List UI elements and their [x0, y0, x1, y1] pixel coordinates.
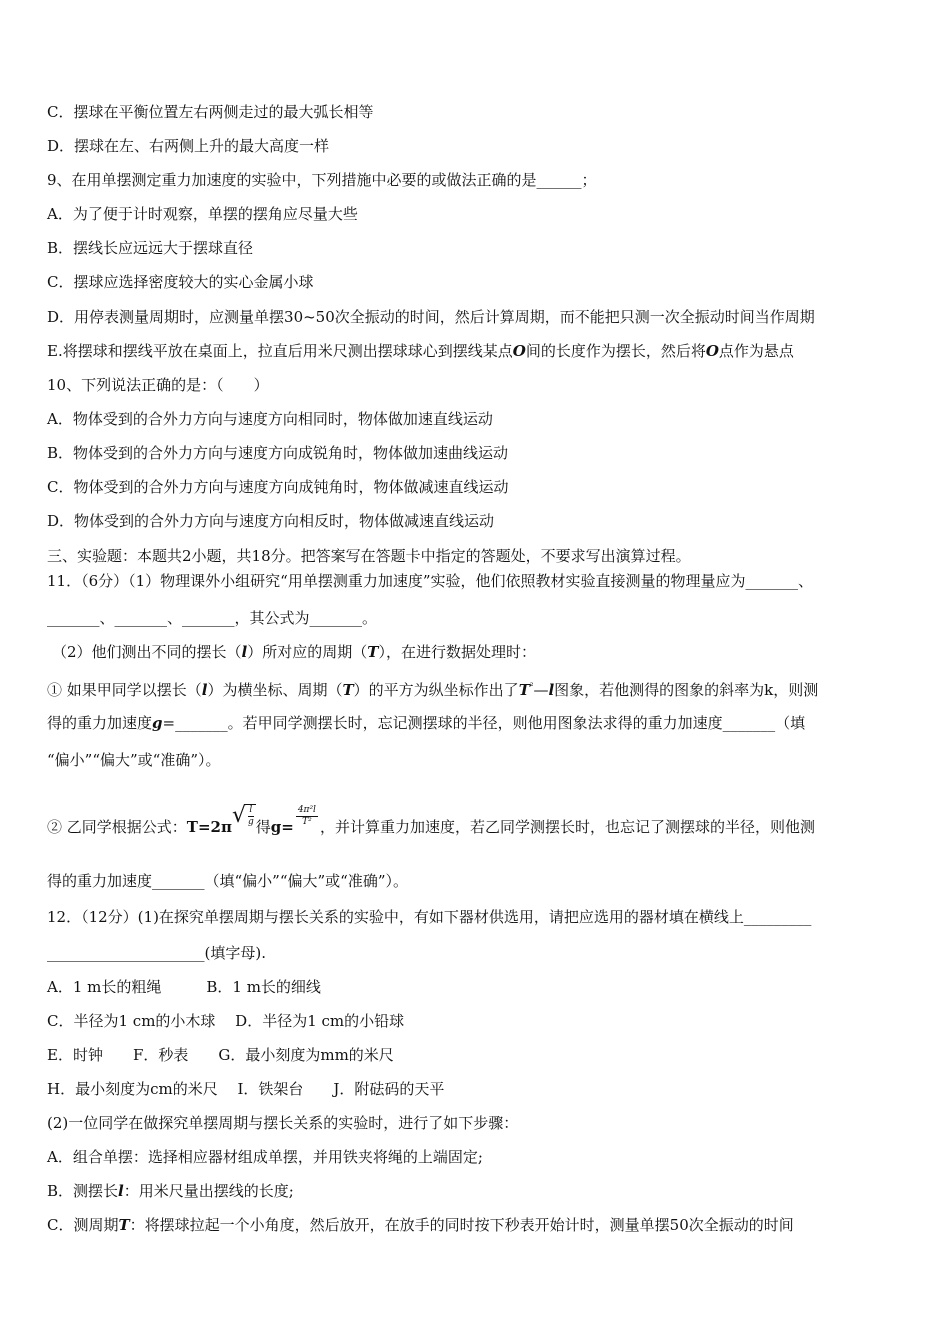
item1-text-1: ① 如果甲同学以摆长（ [47, 681, 202, 699]
part2-text-2: ）所对应的周期（ [247, 643, 368, 661]
equipment-a-b: A．1 m长的粗绳 B．1 m长的细线 [47, 978, 321, 996]
var-t: T [518, 681, 530, 699]
step-b-text-2: ：用米尺量出摆线的长度; [123, 1182, 294, 1200]
question-11-item2-cont: 得的重力加速度_______（填“偏小”“偏大”或“准确”）。 [47, 872, 409, 890]
question-11-part2 [52, 642, 536, 662]
option-e-q9 [47, 341, 794, 361]
option-b-q10: B．物体受到的合外力方向与速度方向成锐角时，物体做加速曲线运动 [47, 444, 509, 462]
frac-denominator: T² [302, 816, 312, 827]
option-e-text-1: E.将摆球和摆线平放在桌面上，拉直后用米尺测出摆球球心到摆线某点 [47, 342, 513, 360]
question-11: 11．（6分）（1）物理课外小组研究“用单摆测重力加速度”实验，他们依照教材实验直接测量的物理量应为_______、 [47, 572, 814, 590]
var-l: l [548, 681, 555, 699]
equipment-e-g: E．时钟 F．秒表 G．最小刻度为mm的米尺 [47, 1046, 394, 1064]
step-a: A．组合单摆：选择相应器材组成单摆，并用铁夹将绳的上端固定; [47, 1148, 483, 1166]
exponent: ² [529, 682, 534, 692]
var-l: l [241, 643, 248, 661]
question-9: 9、在用单摆测定重力加速度的实验中，下列措施中必要的或做法正确的是______； [47, 171, 597, 189]
question-11-cont: _______、_______、_______，其公式为_______。 [47, 609, 378, 627]
item1-text-5: 得的重力加速度 [47, 714, 153, 732]
question-11-item1 [47, 677, 818, 700]
step-b [47, 1181, 294, 1201]
step-c [47, 1215, 794, 1235]
equipment-c-d: C．半径为1 cm的小木球 D．半径为1 cm的小铅球 [47, 1012, 405, 1030]
option-c-q9: C．摆球应选择密度较大的实心金属小球 [47, 273, 314, 291]
option-e-text-3: 点作为悬点 [718, 342, 794, 360]
sqrt-denominator: g [247, 817, 254, 827]
var-l: l [118, 1182, 124, 1200]
step-c-text-2: ：将摆球拉起一个小角度，然后放开，在放手的同时按下秒表开始计时，测量单摆50次全振动的时间 [129, 1216, 794, 1234]
item1-text-6: =_______。若甲同学测摆长时，忘记测摆球的半径，则他用图象法求得的重力加速度_______（填 [162, 714, 806, 732]
item2-text-1: ② 乙同学根据公式： [47, 818, 187, 836]
option-c-q8: C．摆球在平衡位置左右两侧走过的最大弧长相等 [47, 103, 374, 121]
question-11-item1-end: “偏小”“偏大”或“准确”）。 [47, 751, 221, 769]
var-t: T [118, 1216, 130, 1234]
item2-text-2: 得 [255, 818, 271, 836]
question-11-item1-cont [47, 713, 805, 733]
sqrt-formula: √ $\frac{l}{g}$ [231, 803, 254, 828]
formula-g: g= [270, 818, 294, 836]
question-12-cont: _____________________(填字母). [47, 944, 266, 962]
option-a-q10: A．物体受到的合外力方向与速度方向相同时，物体做加速直线运动 [47, 410, 493, 428]
section-heading-experiment: 三、实验题：本题共2小题，共18分。把答案写在答题卡中指定的答题处，不要求写出演算过程。 [47, 547, 691, 565]
option-b-q9: B．摆线长应远远大于摆球直径 [47, 239, 254, 257]
formula-t: T=2π [186, 818, 232, 836]
dash: — [533, 681, 549, 699]
sqrt-numerator: l [249, 805, 253, 815]
option-e-text-2: 间的长度作为摆长，然后将 [525, 342, 706, 360]
question-10: 10、下列说法正确的是：（ ） [47, 376, 269, 394]
var-t: T [342, 681, 354, 699]
step-b-text-1: B．测摆长 [47, 1182, 119, 1200]
var-g: g [152, 714, 163, 732]
question-12: 12．（12分）(1)在探究单摆周期与摆长关系的实验中，有如下器材供选用，请把应选用的器材填在横线上_________ [47, 908, 812, 926]
question-12-part2: (2)一位同学在做探究单摆周期与摆长关系的实验时，进行了如下步骤： [47, 1114, 519, 1132]
option-c-q10: C．物体受到的合外力方向与速度方向成钝角时，物体做减速直线运动 [47, 478, 509, 496]
part2-text-1: （2）他们测出不同的摆长（ [52, 643, 242, 661]
option-a-q9: A．为了便于计时观察，单摆的摆角应尽量大些 [47, 205, 358, 223]
item1-text-3: ）的平方为纵坐标作出了 [353, 681, 519, 699]
item1-text-2: ）为横坐标、周期（ [207, 681, 343, 699]
step-c-text-1: C．测周期 [47, 1216, 119, 1234]
point-o: O [512, 342, 526, 360]
item2-text-3: ，并计算重力加速度，若乙同学测摆长时，也忘记了测摆球的半径，则他测 [319, 818, 815, 836]
equipment-h-j: H．最小刻度为cm的米尺 I．铁架台 J．附砝码的天平 [47, 1080, 445, 1098]
option-d-q10: D．物体受到的合外力方向与速度方向相反时，物体做减速直线运动 [47, 512, 495, 530]
fraction-formula [296, 805, 318, 828]
option-d-q9: D．用停表测量周期时，应测量单摆30~50次全振动的时间，然后计算周期，而不能把只测一次全振动时间当作周期 [47, 308, 815, 326]
var-t: T [367, 643, 379, 661]
item1-text-4: 图象，若他测得的图象的斜率为k，则测 [554, 681, 819, 699]
question-11-item2 [47, 803, 815, 840]
var-l: l [201, 681, 208, 699]
part2-text-3: ），在进行数据处理时： [378, 643, 536, 661]
point-o: O [705, 342, 719, 360]
frac-numerator: 4π²l [297, 804, 316, 815]
option-d-q8: D．摆球在左、右两侧上升的最大高度一样 [47, 137, 330, 155]
